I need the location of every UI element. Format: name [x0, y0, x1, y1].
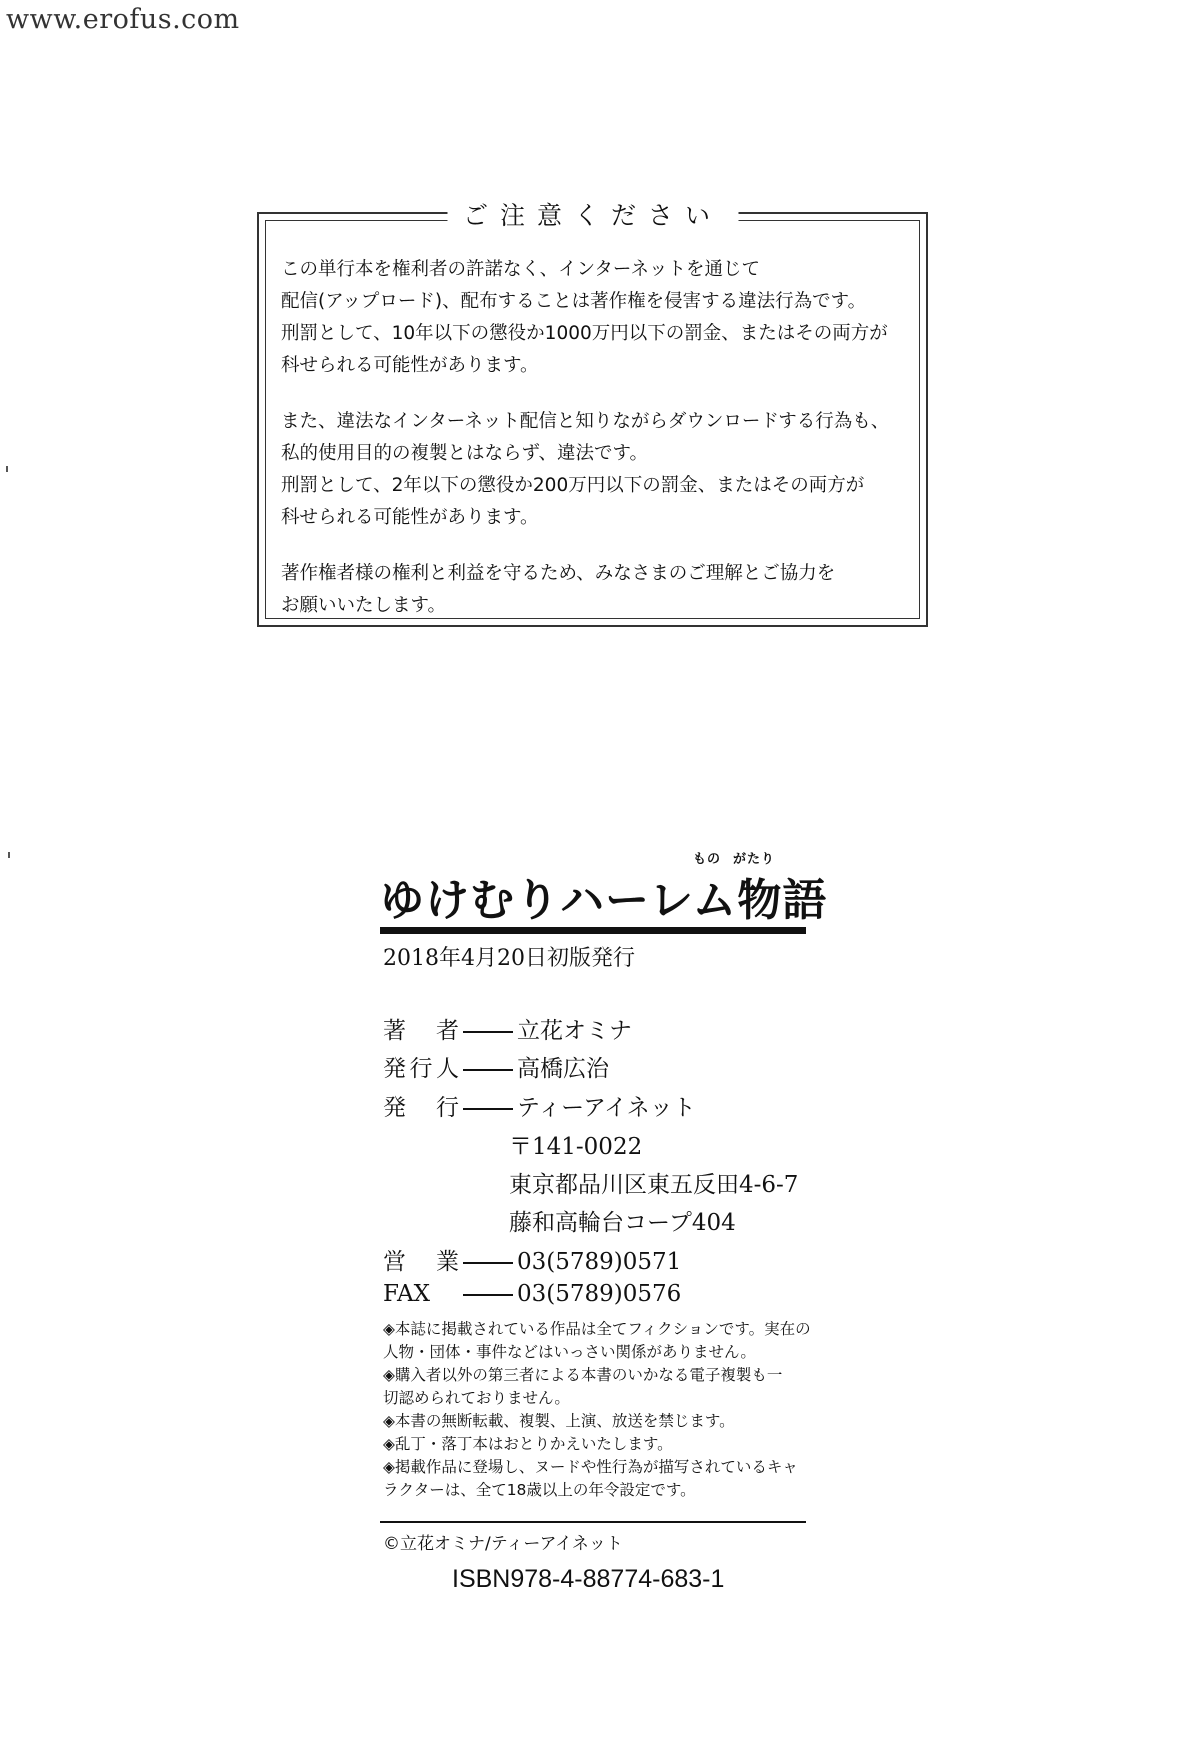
isbn: ISBN978-4-88774-683-1: [452, 1565, 725, 1593]
author-name: 立花オミナ: [517, 1018, 632, 1044]
scan-speck: [8, 852, 10, 858]
publication-date: 2018年4月20日初版発行: [383, 946, 635, 971]
note-line: ◈掲載作品に登場し、ヌードや性行為が描写されているキャ: [383, 1458, 798, 1476]
publisher-name: ティーアイネット: [517, 1095, 696, 1121]
author-row: [383, 1012, 632, 1045]
sales-label: 営業: [383, 1249, 459, 1275]
leader-dash: [463, 1108, 513, 1110]
publisher-row: [383, 1089, 696, 1122]
notice-line: 私的使用目的の複製とはならず、違法です。: [281, 443, 649, 464]
sales-row: [383, 1243, 681, 1276]
note-line: ◈購入者以外の第三者による本書のいかなる電子複製も一: [383, 1366, 783, 1384]
legal-notes: [383, 1318, 811, 1502]
title-ruby: もの: [693, 852, 722, 867]
watermark-text: www.erofus.com: [6, 4, 240, 35]
notice-line: 刑罰として、10年以下の懲役か1000万円以下の罰金、またはその両方が: [281, 323, 888, 344]
notice-paragraph: [281, 558, 914, 622]
note-line: 切認められておりません。: [383, 1389, 570, 1407]
notice-line: お願いいたします。: [281, 595, 447, 616]
copyright-line: ©立花オミナ/ティーアイネット: [383, 1534, 623, 1554]
note-line: ◈本誌に掲載されている作品は全てフィクションです。実在の: [383, 1320, 811, 1338]
sales-phone: 03(5789)0571: [517, 1249, 682, 1275]
publisher-label: 発行: [383, 1095, 459, 1121]
notice-paragraph: [281, 406, 914, 534]
leader-dash: [463, 1262, 513, 1264]
fax-label: FAX: [383, 1281, 430, 1307]
leader-dash: [463, 1069, 513, 1071]
notice-line: 著作権者様の権利と利益を守るため、みなさまのご理解とご協力を: [281, 563, 836, 584]
notice-body: [281, 254, 914, 622]
note-line: ◈乱丁・落丁本はおとりかえいたします。: [383, 1435, 673, 1453]
title-rule: [380, 927, 806, 934]
address-line-1: 東京都品川区東五反田4-6-7: [509, 1172, 799, 1198]
publisher-person-label: 発行人: [383, 1056, 459, 1082]
author-label: 著者: [383, 1018, 459, 1044]
notice-line: 科せられる可能性があります。: [281, 355, 539, 376]
copyright-rule: [380, 1521, 806, 1523]
leader-dash: [463, 1294, 513, 1296]
notice-line: また、違法なインターネット配信と知りながらダウンロードする行為も、: [281, 411, 890, 432]
publisher-person-row: [383, 1050, 609, 1083]
fax-number: 03(5789)0576: [517, 1281, 682, 1307]
notice-line: 配信(アップロード)、配布することは著作権を侵害する違法行為です。: [281, 291, 867, 312]
notice-line: 科せられる可能性があります。: [281, 507, 539, 528]
leader-dash: [463, 1031, 513, 1033]
notice-paragraph: [281, 254, 914, 382]
title-ruby: がたり: [733, 852, 776, 867]
note-line: ラクターは、全て18歳以上の年令設定です。: [383, 1481, 696, 1499]
notice-line: 刑罰として、2年以下の懲役か200万円以下の罰金、またはその両方が: [281, 475, 865, 496]
scan-speck: [6, 466, 8, 472]
notice-title: ご注意ください: [447, 196, 738, 232]
publisher-person-name: 高橋広治: [517, 1056, 609, 1082]
address-line-2: 藤和高輪台コープ404: [509, 1210, 736, 1236]
note-line: ◈本書の無断転載、複製、上演、放送を禁じます。: [383, 1412, 735, 1430]
notice-line: この単行本を権利者の許諾なく、インターネットを通じて: [281, 259, 760, 280]
book-title: ゆけむりハーレム物語: [380, 875, 828, 926]
postal-code: 〒141-0022: [509, 1134, 643, 1160]
fax-row: [383, 1281, 681, 1307]
note-line: 人物・団体・事件などはいっさい関係がありません。: [383, 1343, 756, 1361]
copyright-notice-box: [257, 201, 928, 627]
